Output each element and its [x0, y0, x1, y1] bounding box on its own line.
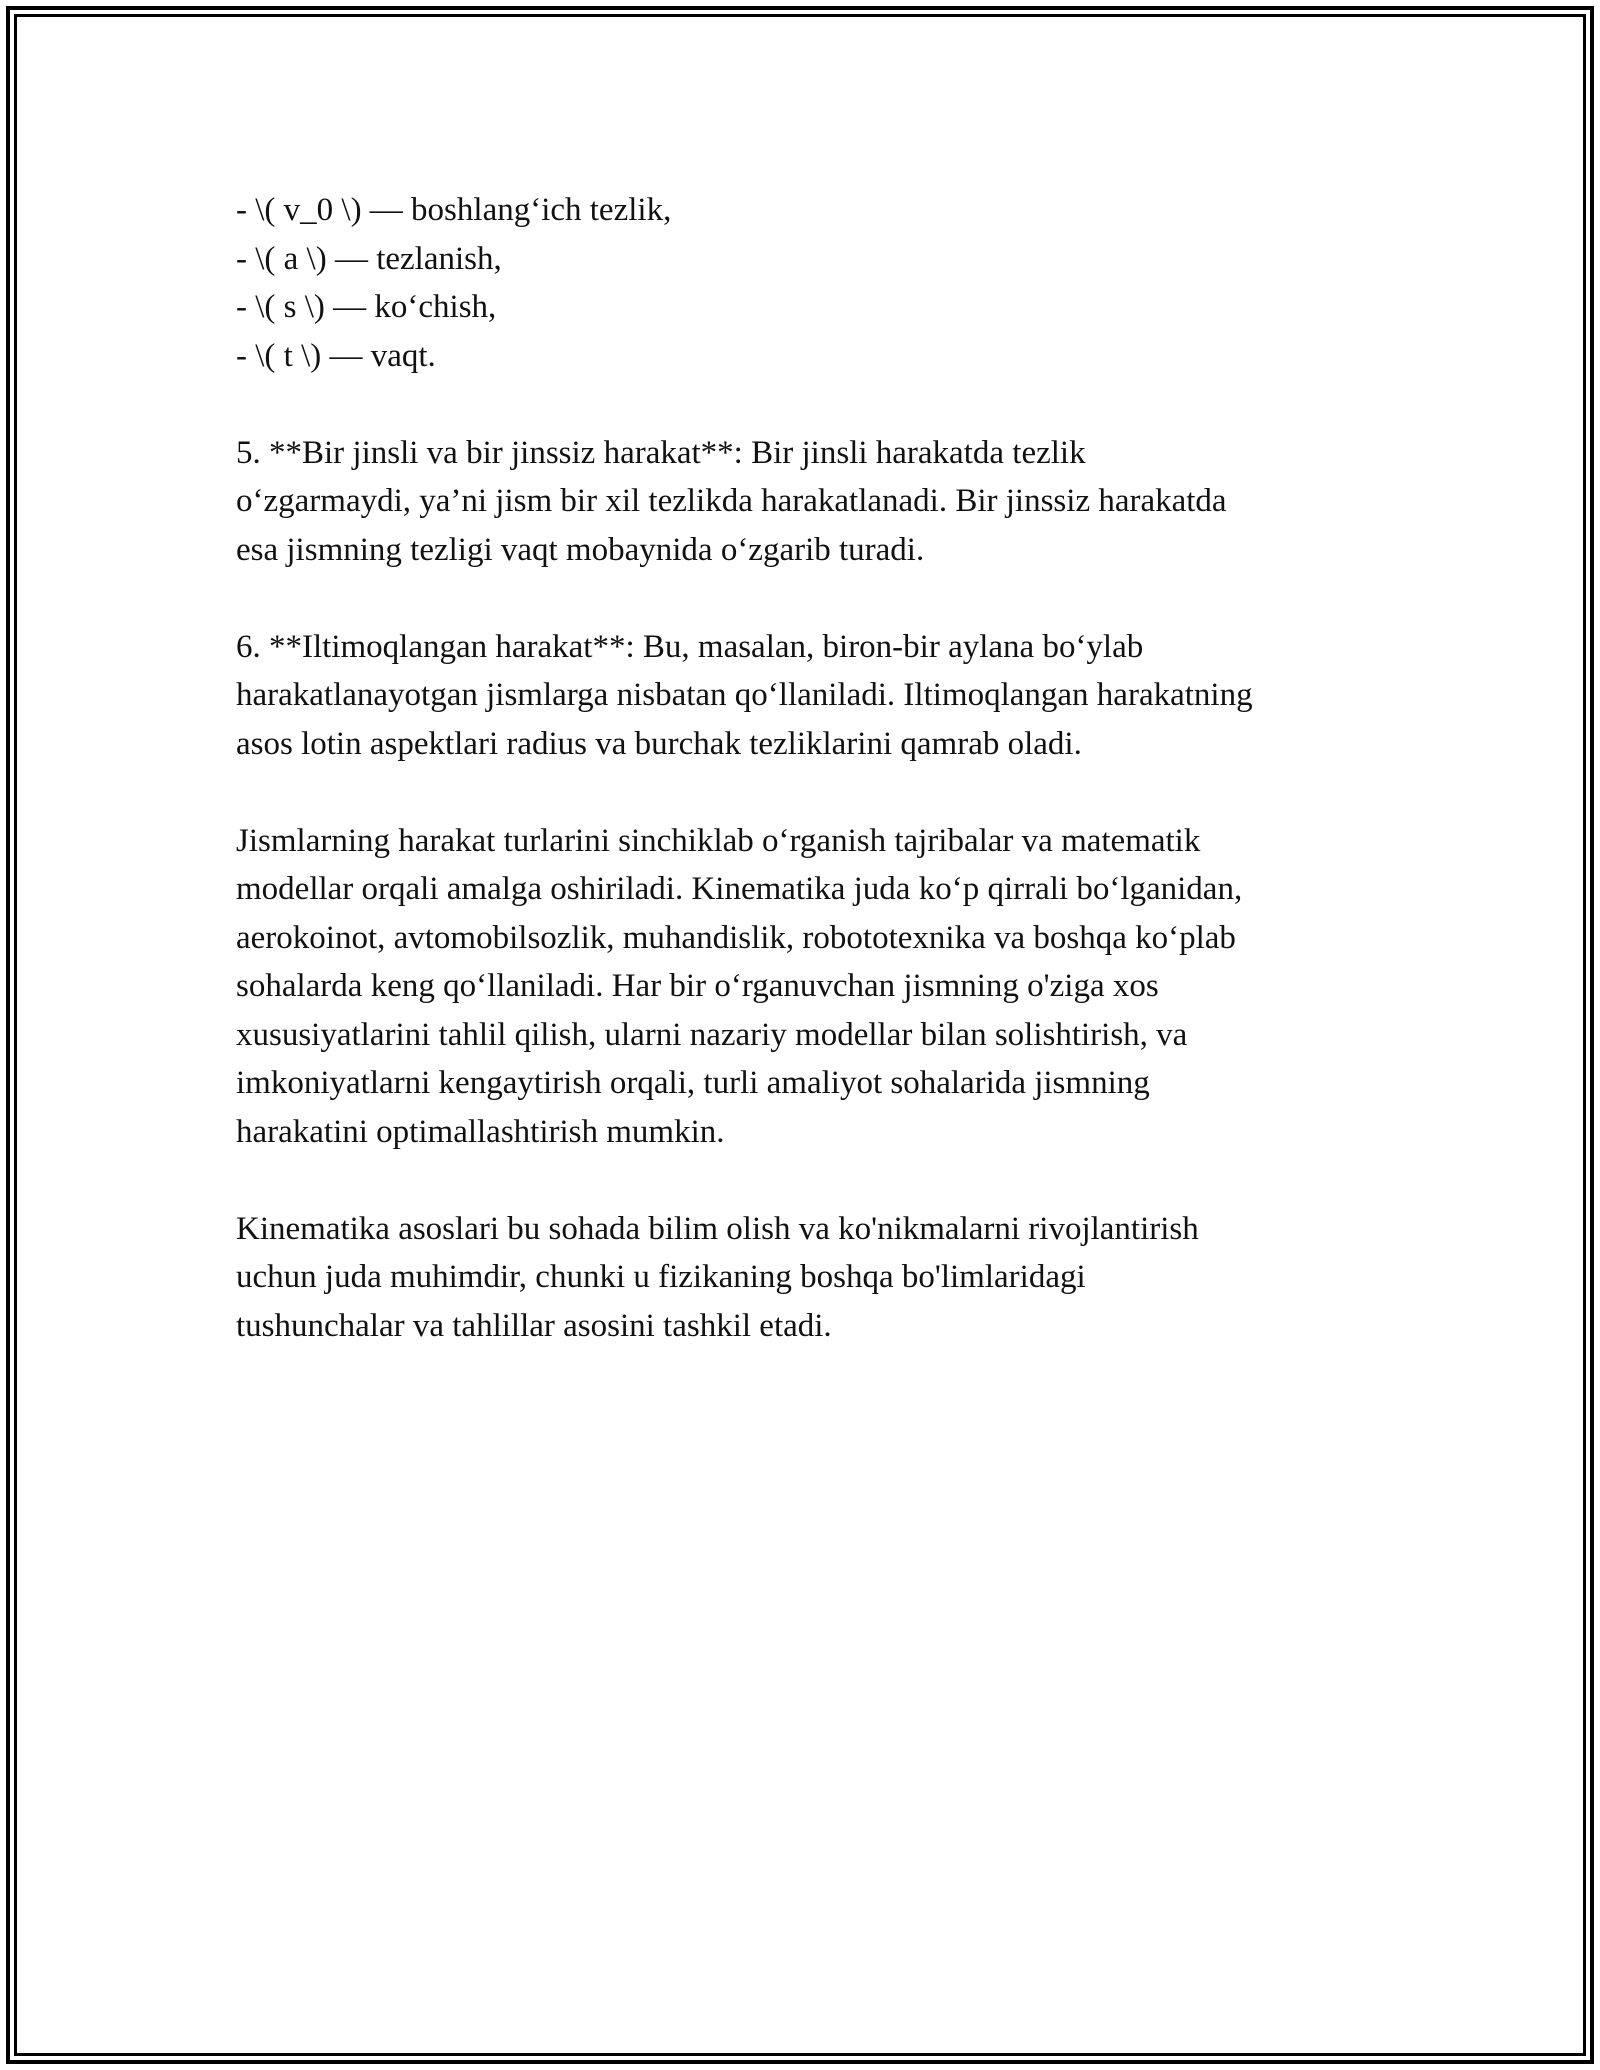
document-body: [236, 186, 1396, 1350]
paragraph-applications: [236, 817, 1396, 1157]
paragraph-line: o‘zgarmaydi, ya’ni jism bir xil tezlikda harakatlanadi. Bir jinssiz harakatda: [236, 483, 1227, 519]
paragraph-line: modellar orqali amalga oshiriladi. Kinematika juda ko‘p qirrali bo‘lganidan,: [236, 871, 1243, 907]
paragraph-line: asos lotin aspektlari radius va burchak tezliklarini qamrab oladi.: [236, 725, 1082, 762]
paragraph-line: harakatini optimallashtirish mumkin.: [236, 1113, 725, 1150]
paragraph-line: uchun juda muhimdir, chunki u fizikaning boshqa bo'limlaridagi: [236, 1259, 1086, 1295]
variable-item: - \( s \) — ko‘chish,: [236, 289, 497, 325]
paragraph-uniform-motion: [236, 429, 1396, 575]
paragraph-line: aerokoinot, avtomobilsozlik, muhandislik, robototexnika va boshqa ko‘plab: [236, 919, 1236, 956]
variable-item: - \( t \) — vaqt.: [236, 337, 436, 374]
paragraph-line: 6. **Iltimoqlangan harakat**: Bu, masalan, biron-bir aylana bo‘ylab: [236, 628, 1144, 665]
paragraph-line: 5. **Bir jinsli va bir jinssiz harakat**: Bir jinsli harakatda tezlik: [236, 434, 1086, 471]
variable-list: [236, 186, 1396, 380]
paragraph-line: xususiyatlarini tahlil qilish, ularni nazariy modellar bilan solishtirish, va: [236, 1016, 1188, 1053]
paragraph-line: tushunchalar va tahlillar asosini tashkil etadi.: [236, 1307, 832, 1344]
paragraph-line: harakatlanayotgan jismlarga nisbatan qo‘llaniladi. Iltimoqlangan harakatning: [236, 677, 1253, 713]
paragraph-line: Jismlarning harakat turlarini sinchiklab o‘rganish tajribalar va matematik: [236, 822, 1201, 859]
paragraph-line: imkoniyatlarni kengaytirish orqali, turli amaliyot sohalarida jismning: [236, 1065, 1150, 1101]
paragraph-conclusion: [236, 1205, 1396, 1351]
paragraph-line: sohalarda keng qo‘llaniladi. Har bir o‘rganuvchan jismning o'ziga xos: [236, 968, 1159, 1004]
paragraph-line: esa jismning tezligi vaqt mobaynida o‘zgarib turadi.: [236, 531, 925, 568]
variable-item: - \( a \) — tezlanish,: [236, 240, 502, 277]
paragraph-circular-motion: [236, 623, 1396, 769]
paragraph-line: Kinematika asoslari bu sohada bilim olish va ko'nikmalarni rivojlantirish: [236, 1210, 1199, 1247]
variable-item: - \( v_0 \) — boshlang‘ich tezlik,: [236, 192, 672, 228]
